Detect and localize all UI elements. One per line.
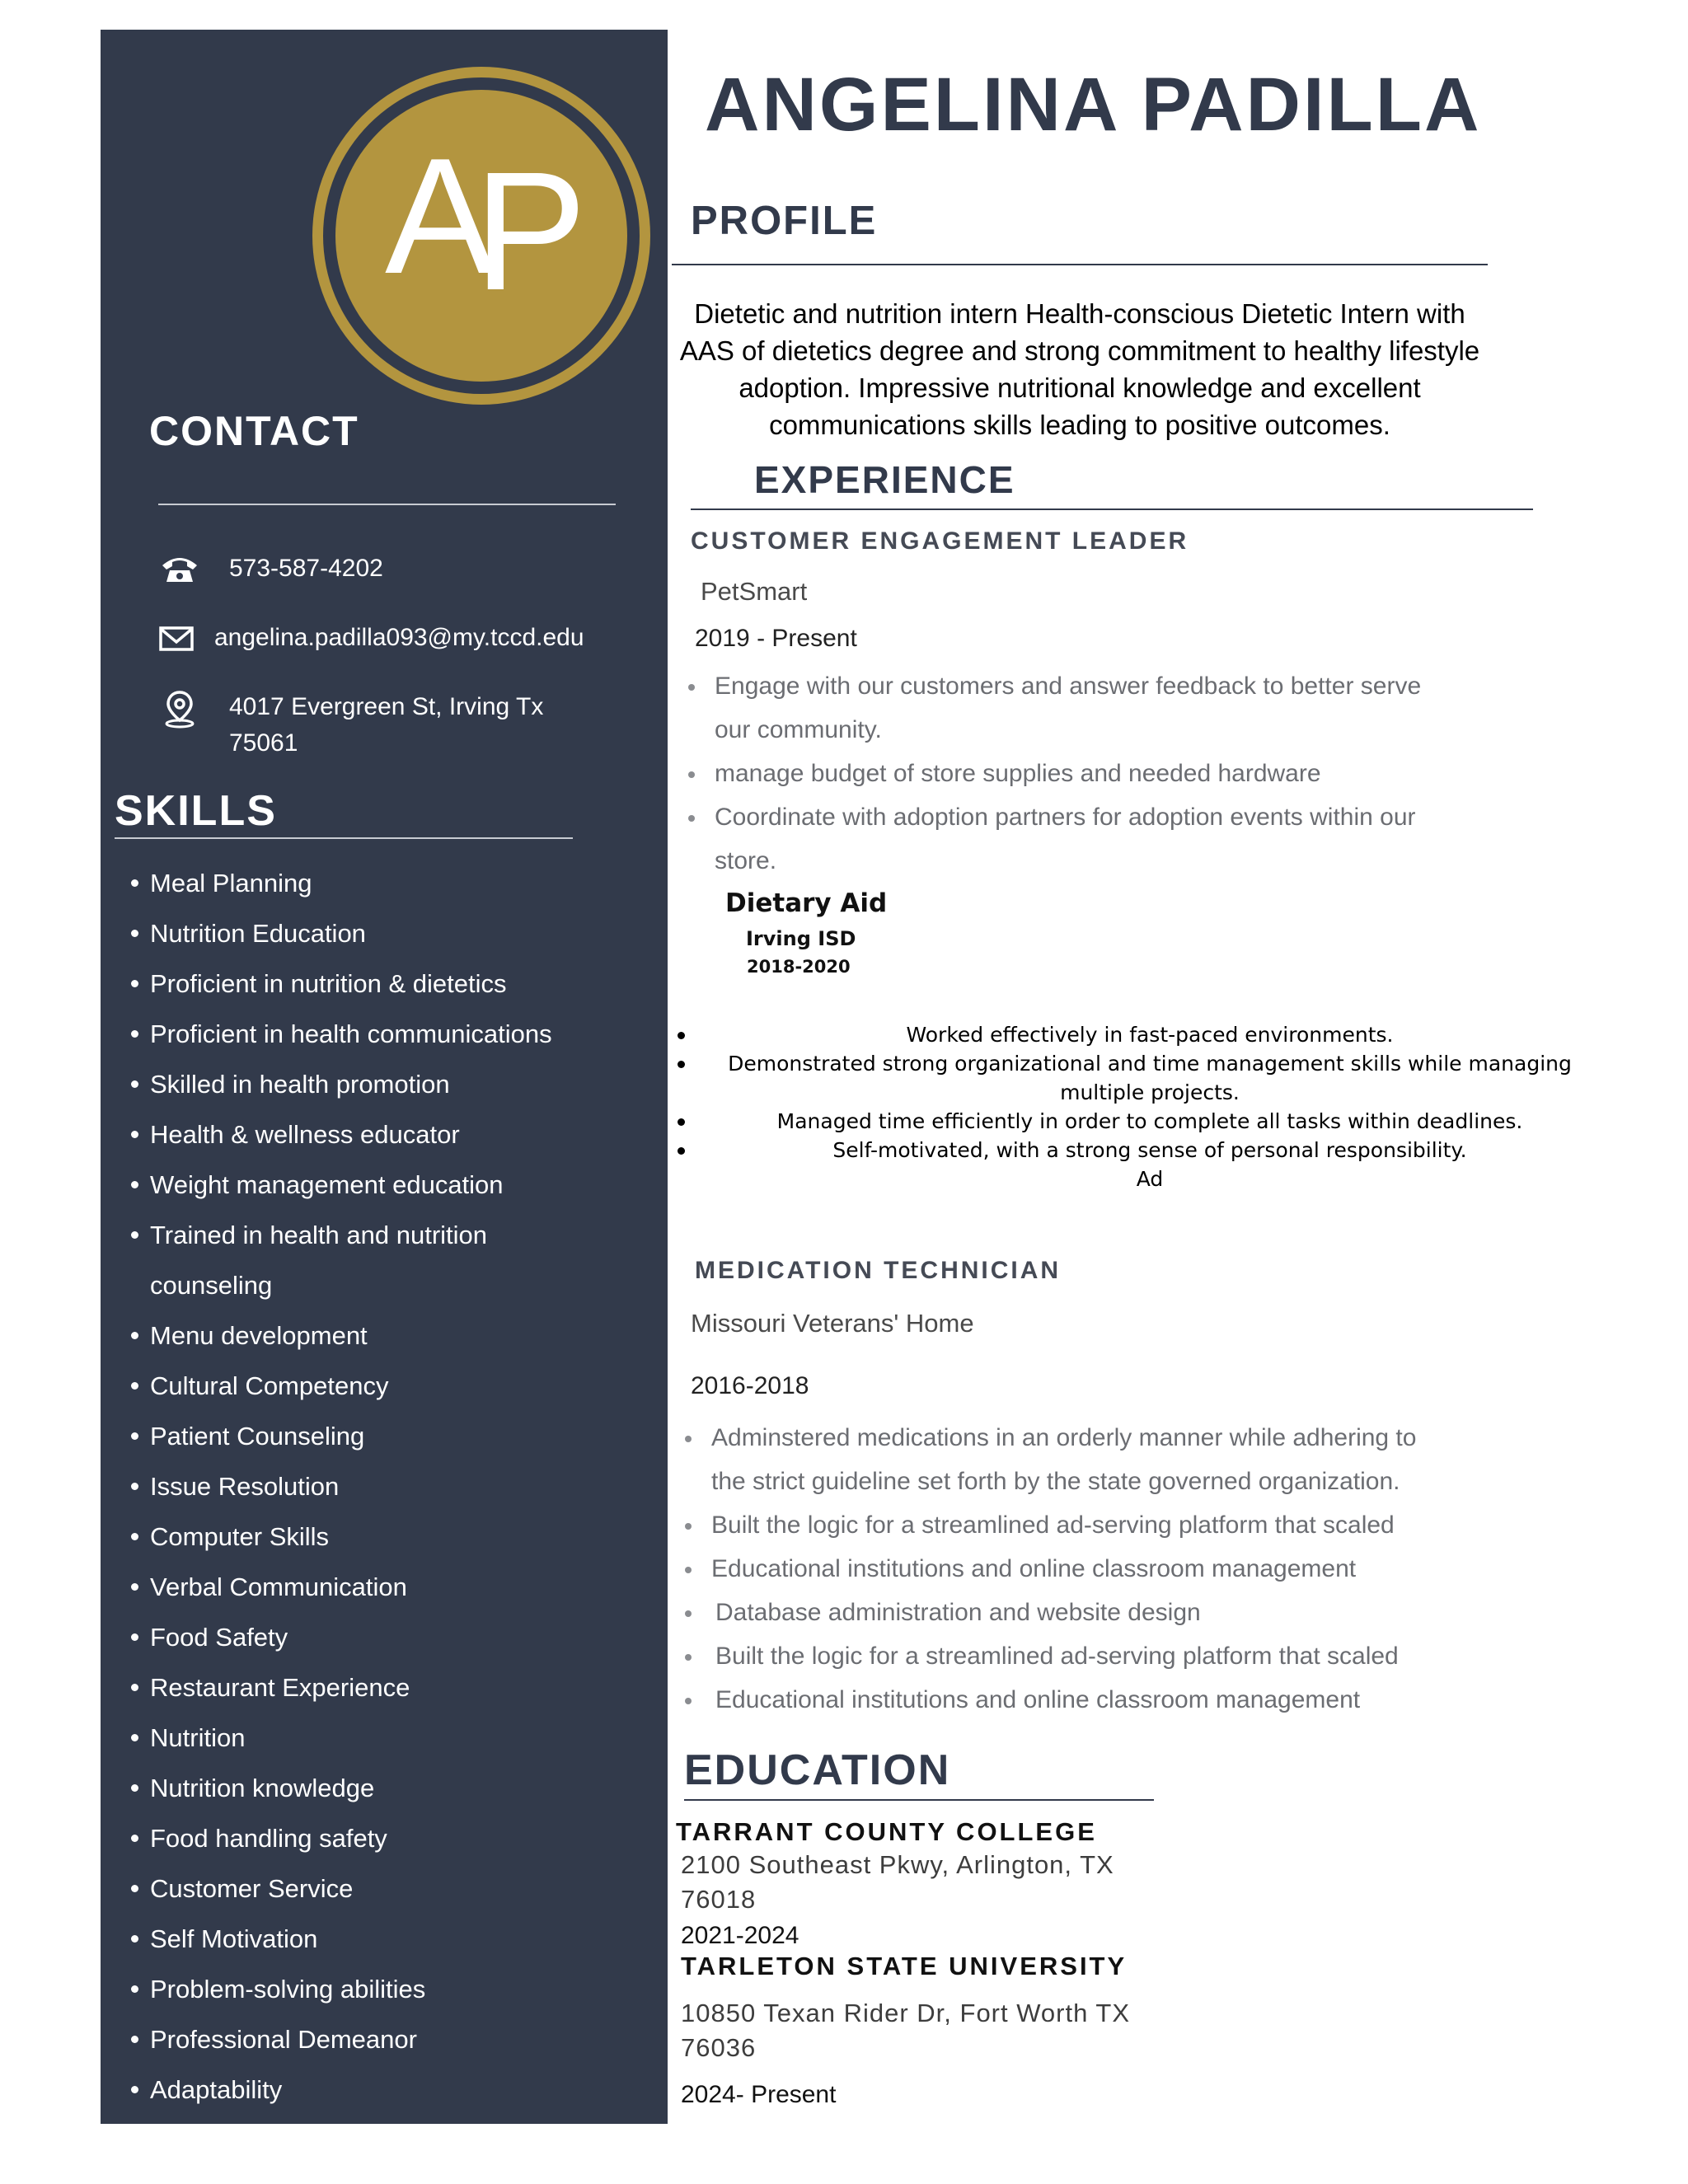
skill-item: Issue Resolution: [114, 1461, 552, 1511]
skill-item: Continuous Improvement: [114, 2115, 552, 2165]
profile-heading: PROFILE: [691, 199, 878, 243]
skill-item: Nutrition knowledge: [114, 1763, 552, 1813]
skill-item: Health & wellness educator: [114, 1109, 552, 1160]
skill-item: Nutrition: [114, 1713, 552, 1763]
skill-item: Restaurant Experience: [114, 1662, 552, 1713]
contact-address-line2: 75061: [229, 729, 298, 757]
school-dates: 2024- Present: [681, 2081, 837, 2108]
job-bullet: Engage with our customers and answer feedback to better serve our community.: [686, 664, 1456, 752]
profile-divider: [672, 264, 1488, 265]
job-employer: PetSmart: [701, 577, 808, 606]
skill-item: Menu development: [114, 1310, 552, 1361]
job-bullets: [676, 1020, 1591, 1193]
job-title: Dietary Aid: [725, 888, 888, 918]
mail-icon: [157, 621, 196, 654]
skills-divider: [115, 837, 573, 839]
job-bullet: Built the logic for a streamlined ad-serving platform that scaled: [682, 1503, 1474, 1547]
skill-item: Self Motivation: [114, 1914, 552, 1964]
job-bullet: manage budget of store supplies and needed hardware: [686, 752, 1477, 795]
education-heading: EDUCATION: [684, 1746, 951, 1794]
job-bullet: Educational institutions and online classroom management: [682, 1547, 1474, 1591]
logo-letter-p: P: [474, 137, 587, 326]
job-bullet: Demonstrated strong organizational and time management skills while managing multiple projects.: [676, 1049, 1591, 1107]
job-bullets: [682, 1416, 1474, 1722]
skill-item: Customer Service: [114, 1863, 552, 1914]
experience-divider: [691, 509, 1533, 510]
skills-list: [114, 858, 552, 2165]
job-bullet: Coordinate with adoption partners for adoption events within our store.: [686, 795, 1456, 883]
job-dates: 2019 - Present: [695, 625, 857, 652]
skill-item: Nutrition Education: [114, 908, 552, 958]
skill-item: Problem-solving abilities: [114, 1964, 552, 2014]
skill-item: Computer Skills: [114, 1511, 552, 1562]
skill-item: Skilled in health promotion: [114, 1059, 552, 1109]
skill-item: Adaptability: [114, 2064, 552, 2115]
skill-item: Proficient in health communications: [114, 1009, 552, 1059]
contact-phone-text: 573-587-4202: [229, 555, 383, 582]
sidebar: [101, 30, 668, 2154]
job-bullet: Built the logic for a streamlined ad-serving platform that scaled: [682, 1634, 1474, 1678]
profile-text: Dietetic and nutrition intern Health-conscious Dietetic Intern with AAS of dietetics degree and strong commitment to healthy lifestyle adoption. Impressive nutritional knowledge and excellent communications skills leading to positive outcomes.: [679, 298, 1480, 440]
job-dates: 2018-2020: [747, 957, 851, 977]
school-name: TARLETON STATE UNIVERSITY: [681, 1952, 1128, 1980]
contact-heading: CONTACT: [149, 408, 359, 454]
skill-item: Food Safety: [114, 1612, 552, 1662]
phone-icon: [160, 552, 199, 585]
job-bullet: Adminstered medications in an orderly manner while adhering to the strict guideline set forth by the state governed organization.: [682, 1416, 1453, 1503]
school-dates: 2021-2024: [681, 1922, 799, 1949]
contact-email-text: angelina.padilla093@my.tccd.edu: [214, 624, 584, 651]
skills-heading: SKILLS: [115, 787, 277, 835]
job-title: MEDICATION TECHNICIAN: [695, 1257, 1062, 1284]
contact-address: [160, 689, 543, 762]
contact-phone: [160, 552, 383, 585]
skill-item: Weight management education: [114, 1160, 552, 1210]
location-pin-icon: [160, 689, 199, 729]
job-bullet: Managed time efficiently in order to complete all tasks within deadlines.: [676, 1107, 1591, 1136]
monogram-logo: [312, 67, 650, 405]
logo-letter-a: A: [385, 124, 495, 308]
skill-item: Proficient in nutrition & dietetics: [114, 958, 552, 1009]
job-bullet: Worked effectively in fast-paced environments.: [676, 1020, 1591, 1049]
contact-email: [157, 621, 584, 654]
candidate-name: ANGELINA PADILLA: [705, 63, 1482, 147]
contact-divider: [158, 504, 616, 505]
skill-item: Trained in health and nutrition counseling: [114, 1210, 496, 1310]
school-name: TARRANT COUNTY COLLEGE: [676, 1817, 1097, 1846]
job-trailing-text: Ad: [1136, 1167, 1164, 1191]
skill-item: Food handling safety: [114, 1813, 552, 1863]
job-bullet: Self-motivated, with a strong sense of personal responsibility.: [676, 1136, 1591, 1165]
skill-item: Cultural Competency: [114, 1361, 552, 1411]
experience-heading: EXPERIENCE: [754, 458, 1015, 501]
school-address: 2100 Southeast Pkwy, Arlington, TX 76018: [681, 1850, 1114, 1914]
skill-item: Patient Counseling: [114, 1411, 552, 1461]
contact-address-line1: 4017 Evergreen St, Irving Tx: [229, 693, 544, 720]
job-bullet: Educational institutions and online classroom management: [682, 1678, 1474, 1722]
job-bullets: [686, 664, 1477, 883]
job-employer: Missouri Veterans' Home: [691, 1309, 974, 1338]
education-divider: [684, 1799, 1154, 1801]
job-bullet: Database administration and website design: [682, 1591, 1474, 1634]
skill-item: Meal Planning: [114, 858, 552, 908]
skill-item: Verbal Communication: [114, 1562, 552, 1612]
school-address: 10850 Texan Rider Dr, Fort Worth TX 76036: [681, 1999, 1131, 2062]
skill-item: Professional Demeanor: [114, 2014, 552, 2064]
monogram-letters: [335, 90, 627, 382]
job-dates: 2016-2018: [691, 1372, 809, 1399]
job-employer: Irving ISD: [746, 927, 856, 950]
job-title: CUSTOMER ENGAGEMENT LEADER: [691, 527, 1189, 555]
